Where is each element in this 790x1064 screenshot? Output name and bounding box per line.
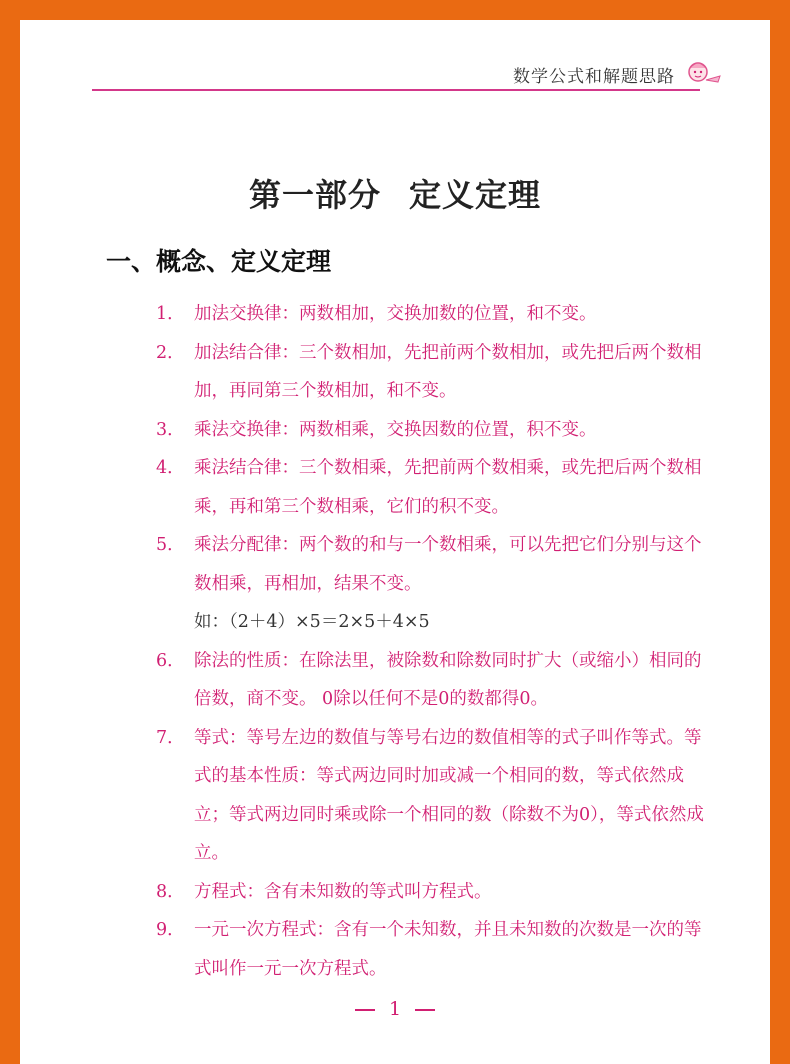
list-item (156, 719, 726, 873)
section-title: 一、概念、定义定理 (106, 247, 332, 276)
page-number-dash-left (355, 1009, 375, 1011)
part-title-right: 定义定理 (409, 176, 542, 214)
header-rule (92, 89, 700, 91)
item-text: 一元一次方程式：含有一个未知数，并且未知数的次数是一次的等式叫作一元一次方程式。 (194, 920, 702, 979)
part-title (20, 170, 770, 216)
item-text: 乘法结合律：三个数相乘，先把前两个数相乘，或先把后两个数相乘，再和第三个数相乘，它们的积不变。 (194, 458, 702, 517)
item-number: 1． (156, 304, 185, 324)
list-item (156, 411, 726, 450)
page (20, 20, 770, 1064)
mascot-icon (684, 58, 724, 88)
list-item (156, 642, 726, 719)
item-number: 6． (156, 650, 185, 671)
page-number (20, 998, 770, 1020)
item-text: 乘法交换律：两数相乘，交换因数的位置，积不变。 (194, 419, 597, 440)
part-title-left: 第一部分 (248, 176, 381, 214)
item-number: 3． (156, 419, 185, 440)
item-number: 8． (156, 881, 185, 902)
item-text: 加法结合律：三个数相加，先把前两个数相加，或先把后两个数相加，再同第三个数相加，和不变。 (194, 342, 702, 401)
list-item (156, 526, 726, 603)
item-text: 等式：等号左边的数值与等号右边的数值相等的式子叫作等式。等式的基本性质：等式两边同时加或减一个相同的数，等式依然成立；等式两边同时乘或除一个相同的数（除数不为0），等式依然成立。 (194, 727, 704, 863)
page-number-value: 1 (388, 998, 402, 1020)
item-text: 除法的性质：在除法里，被除数和除数同时扩大（或缩小）相同的倍数，商不变。 0除以任何不是0的数都得0。 (194, 650, 702, 709)
item-number: 5． (156, 535, 185, 555)
item-text: 加法交换律：两数相加，交换加数的位置，和不变。 (194, 304, 597, 324)
page-number-dash-right (415, 1009, 435, 1011)
list-item (156, 334, 726, 411)
list-item (156, 449, 726, 526)
list-item (156, 873, 726, 912)
list-item (156, 295, 726, 334)
item-text: 方程式：含有未知数的等式叫方程式。 (194, 881, 492, 902)
item-number: 4． (156, 458, 185, 478)
item-text: 乘法分配律：两个数的和与一个数相乘，可以先把它们分别与这个数相乘，再相加，结果不变。 (194, 535, 702, 594)
item-number: 9． (156, 920, 185, 940)
definitions-list (156, 295, 726, 988)
example-formula: 如：（2＋4）×5＝2×5＋4×5 (194, 612, 430, 632)
header-title: 数学公式和解题思路 (513, 67, 675, 87)
list-item (156, 911, 726, 988)
item-number: 2． (156, 342, 185, 363)
item-number: 7． (156, 727, 185, 748)
